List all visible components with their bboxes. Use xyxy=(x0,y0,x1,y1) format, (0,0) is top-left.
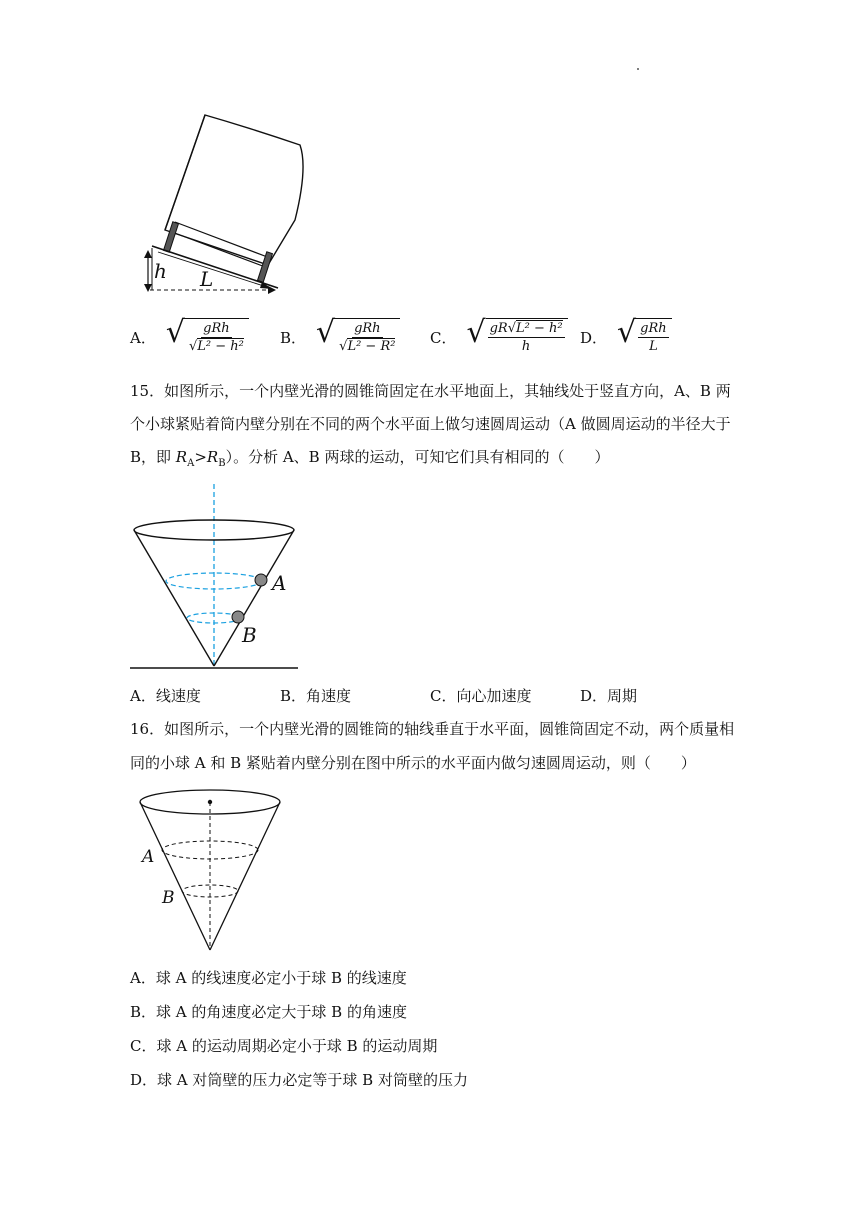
q16-option-a[interactable]: A．球 A 的线速度必定小于球 B 的线速度 xyxy=(130,969,407,987)
q16-option-b[interactable]: B．球 A 的角速度必定大于球 B 的角速度 xyxy=(130,1003,407,1021)
label-b: B xyxy=(242,623,257,647)
q15-option-a[interactable]: A．线速度 xyxy=(130,687,201,705)
ball-b xyxy=(232,611,244,623)
label-a: A xyxy=(142,847,155,867)
q15-option-b[interactable]: B．角速度 xyxy=(280,687,352,705)
label-L: L xyxy=(200,267,214,291)
cone-figure-q16 xyxy=(130,782,290,957)
q15-stem-line2: 个小球紧贴着筒内壁分别在不同的两个水平面上做匀速圆周运动（A 做圆周运动的半径大于 xyxy=(130,415,731,433)
q16-stem-line2: 同的小球 A 和 B 紧贴着内壁分别在图中所示的水平面内做匀速圆周运动，则（ ） xyxy=(130,754,696,772)
q15-option-c[interactable]: C．向心加速度 xyxy=(430,687,532,705)
q14-option-b[interactable]: B． √ $\frac{\text{gRh}}{\text{√L² − R²}}$ xyxy=(280,318,400,356)
q14-option-a[interactable]: A． √ $\frac{\text{gRh}}{\text{√L² − h²}}$ xyxy=(130,318,249,356)
q14-option-c[interactable]: C． √ $\frac{\text{gR√L² − h²}}{h}$ xyxy=(430,318,568,356)
cylinder-tilt-figure xyxy=(130,100,320,300)
q15-stem-line1: 15．如图所示，一个内壁光滑的圆锥筒固定在水平地面上，其轴线处于竖直方向，A、B 两 xyxy=(130,382,731,400)
q16-stem-line1: 16．如图所示，一个内壁光滑的圆锥筒的轴线垂直于水平面，圆锥筒固定不动，两个质量相 xyxy=(130,720,735,738)
cone-figure-q15 xyxy=(130,480,310,680)
q15-stem-line3: B，即 $R_A>R_B$）。分析 A、B 两球的运动，可知它们具有相同的（ ） xyxy=(130,448,610,469)
q15-option-d[interactable]: D．周期 xyxy=(580,687,638,705)
q16-option-c[interactable]: C．球 A 的运动周期必定小于球 B 的运动周期 xyxy=(130,1037,438,1055)
label-b: B xyxy=(162,888,175,908)
label-a: A xyxy=(272,571,287,595)
page-dot xyxy=(637,68,639,70)
q16-option-d[interactable]: D．球 A 对筒壁的压力必定等于球 B 对筒壁的压力 xyxy=(130,1071,468,1089)
q14-option-d[interactable]: D． √ $\frac{\text{gRh}}{L}$ xyxy=(580,318,672,356)
ball-a xyxy=(255,574,267,586)
label-h: h xyxy=(154,259,167,283)
